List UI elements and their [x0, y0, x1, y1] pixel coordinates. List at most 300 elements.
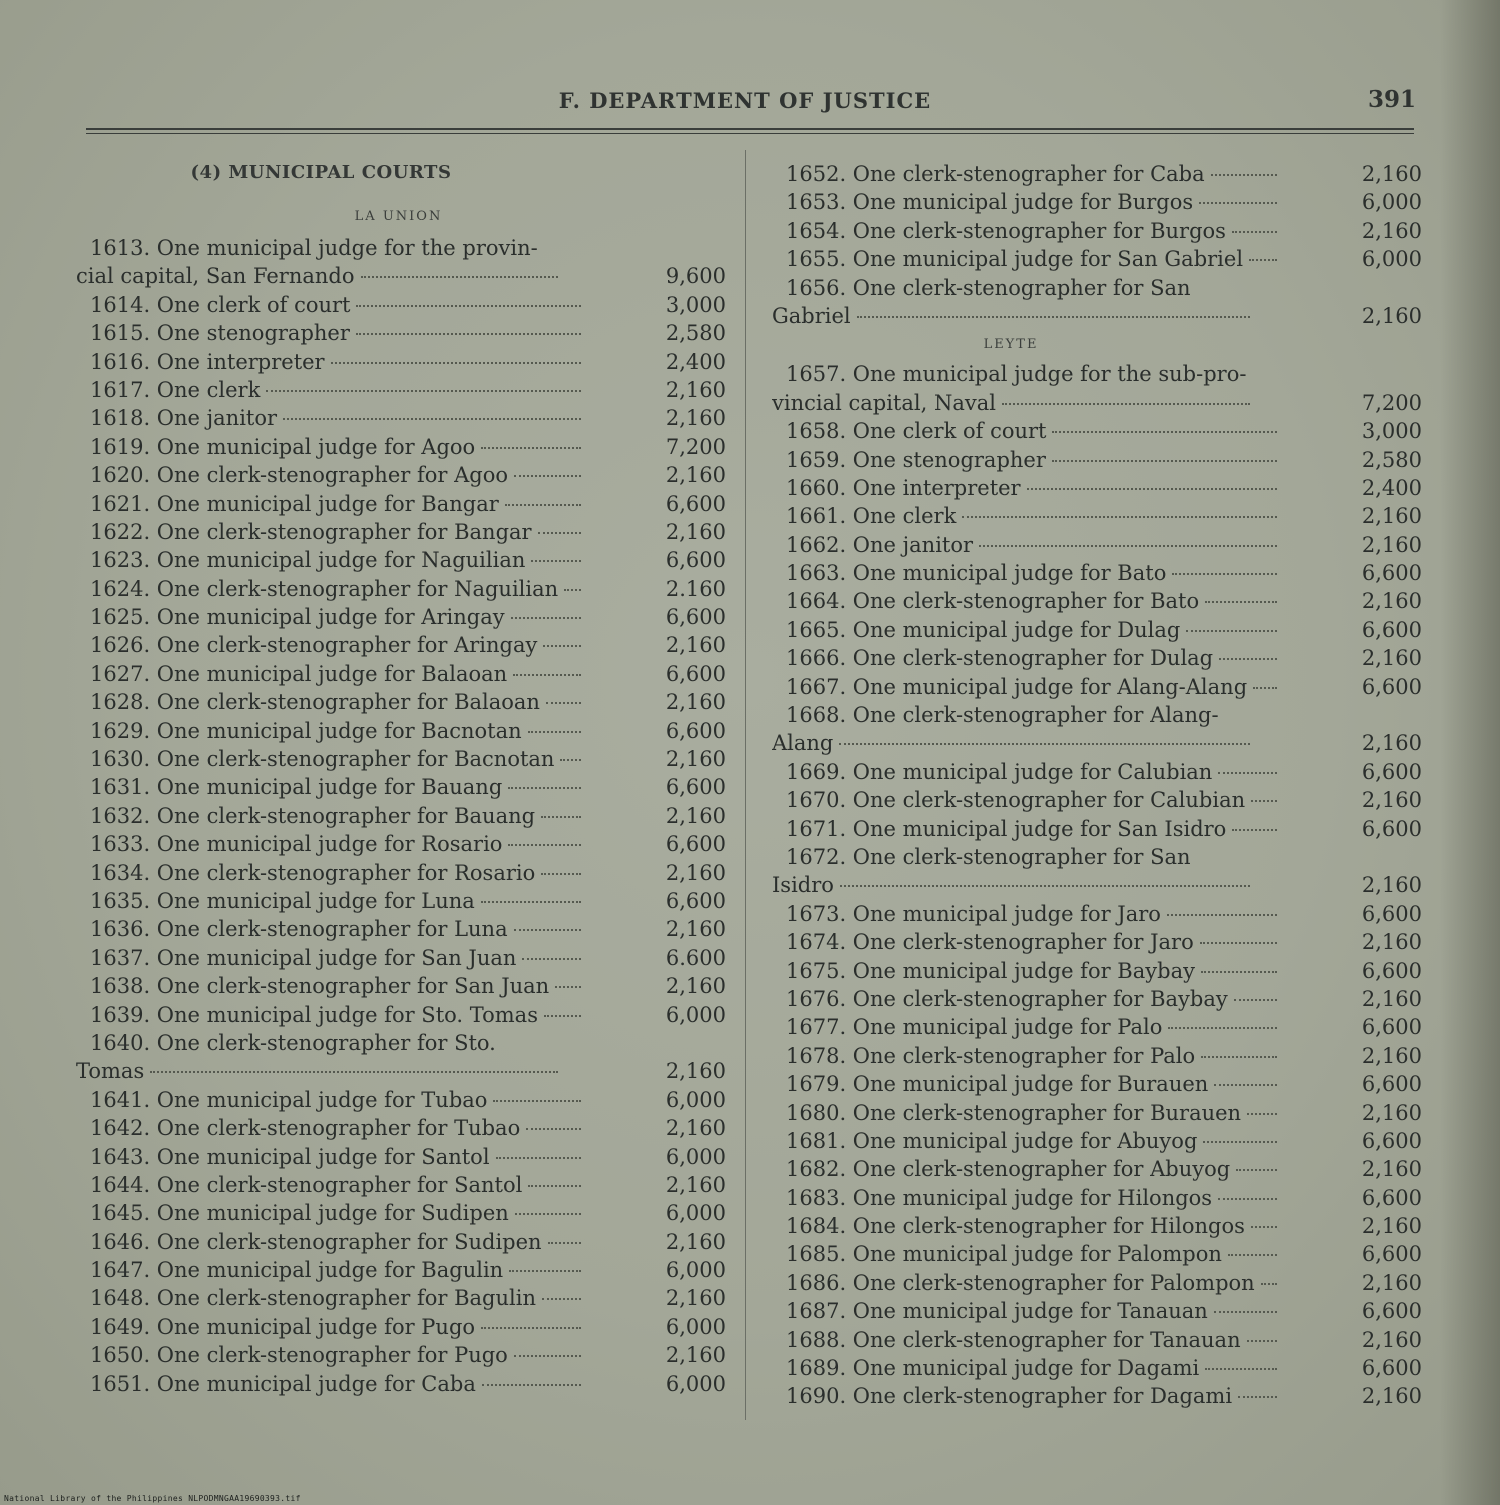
item-amount: 6,000: [665, 1314, 726, 1339]
item-row: [76, 1199, 726, 1227]
item-text: 1617. One clerk: [90, 377, 261, 402]
item-line: 1657. One municipal judge for the sub-pro-: [786, 362, 1247, 387]
item-row: [772, 389, 1422, 417]
leader-dots: [1201, 1055, 1277, 1058]
item-amount: 2,160: [665, 1286, 726, 1311]
item-row: [76, 660, 726, 688]
scan-source-note: National Library of the Philippines NLPODMNGAA19690393.tif: [4, 1494, 301, 1503]
leader-dots: [1247, 1339, 1277, 1342]
leader-dots: [514, 474, 581, 477]
item-row: [772, 1326, 1422, 1354]
item-text: 1649. One municipal judge for Pugo: [90, 1314, 476, 1339]
leader-dots: [528, 730, 581, 733]
leader-dots: [283, 417, 581, 420]
leader-dots: [1168, 1026, 1277, 1029]
leader-dots: [496, 1156, 581, 1159]
item-amount: 7,200: [1361, 390, 1422, 415]
item-row: [772, 644, 1422, 672]
item-text: 1680. One clerk-stenographer for Burauen: [786, 1100, 1242, 1125]
page-number: 391: [1367, 86, 1416, 113]
item-text: 1651. One municipal judge for Caba: [90, 1371, 476, 1396]
item-row: [76, 546, 726, 574]
item-row: [76, 404, 726, 432]
item-amount: 6,000: [665, 1087, 726, 1112]
item-text: 1671. One municipal judge for San Isidro: [786, 816, 1227, 841]
item-amount: 2,400: [1361, 475, 1422, 500]
leader-dots: [1205, 600, 1277, 603]
item-amount: 2,160: [665, 463, 726, 488]
leader-dots: [513, 673, 581, 676]
leader-dots: [1247, 1112, 1277, 1115]
item-text: 1625. One municipal judge for Aringay: [90, 605, 505, 630]
item-text: 1684. One clerk-stenographer for Hilongos: [786, 1214, 1245, 1239]
leader-dots: [1249, 258, 1277, 261]
item-text: 1675. One municipal judge for Baybay: [786, 958, 1195, 983]
item-text: 1647. One municipal judge for Bagulin: [90, 1258, 504, 1283]
item-amount: 2,160: [1361, 162, 1422, 186]
item-text: Gabriel: [772, 303, 851, 328]
item-row: [76, 688, 726, 716]
leader-dots: [538, 531, 581, 534]
item-row: [772, 786, 1422, 814]
leader-dots: [1251, 799, 1277, 802]
item-list: [772, 417, 1422, 701]
item-row: [76, 603, 726, 631]
item-text: 1664. One clerk-stenographer for Bato: [786, 589, 1200, 614]
item-row: [772, 1269, 1422, 1297]
item-amount: 7,200: [665, 434, 726, 459]
leader-dots: [979, 544, 1277, 547]
item-row: [76, 1370, 726, 1398]
item-amount: 6,600: [1361, 759, 1422, 784]
leader-dots: [481, 900, 581, 903]
leader-dots: [1211, 173, 1277, 176]
leader-dots: [505, 503, 581, 506]
leader-dots: [1002, 402, 1250, 405]
item-row: [76, 915, 726, 943]
item-row: [76, 717, 726, 745]
item-row: [772, 1184, 1422, 1212]
item-amount: 2,160: [1361, 589, 1422, 614]
item-amount: 6,600: [1361, 1356, 1422, 1381]
item-text: 1618. One janitor: [90, 406, 278, 431]
section-heading: (4) MUNICIPAL COURTS: [190, 162, 452, 183]
item-amount: 6,600: [1361, 1015, 1422, 1040]
item-row: [772, 1127, 1422, 1155]
item-row: [772, 559, 1422, 587]
leader-dots: [514, 928, 581, 931]
item-amount: 6,600: [1361, 674, 1422, 699]
province-heading-la-union: LA UNION: [354, 209, 443, 224]
leader-dots: [481, 1326, 581, 1329]
item-text: 1635. One municipal judge for Luna: [90, 888, 475, 913]
leader-dots: [1052, 459, 1277, 462]
item-row: [76, 376, 726, 404]
leader-dots: [1167, 913, 1277, 916]
leader-dots: [546, 701, 581, 704]
item-text: cial capital, San Fernando: [76, 264, 355, 289]
item-amount: 6,000: [665, 1002, 726, 1027]
leader-dots: [543, 644, 581, 647]
item-amount: 6,600: [665, 605, 726, 630]
item-row: [772, 900, 1422, 928]
item-text: Alang: [772, 731, 834, 756]
leader-dots: [1218, 1197, 1277, 1200]
item-row: [76, 518, 726, 546]
item-text: 1687. One municipal judge for Tanauan: [786, 1299, 1208, 1324]
page-edge-shadow: [1440, 0, 1500, 1505]
item-amount: 2,580: [1361, 447, 1422, 472]
item-amount: 6.600: [665, 945, 726, 970]
item-amount: 2,160: [665, 747, 726, 772]
item-text: 1632. One clerk-stenographer for Bauang: [90, 803, 536, 828]
item-row: [772, 245, 1422, 273]
item-row: [772, 502, 1422, 530]
item-amount: 2,160: [665, 377, 726, 402]
leader-dots: [560, 758, 581, 761]
item-text: 1643. One municipal judge for Santol: [90, 1144, 490, 1169]
item-row: [772, 302, 1422, 330]
item-line: 1668. One clerk-stenographer for Alang-: [786, 703, 1219, 728]
item-text: 1642. One clerk-stenographer for Tubao: [90, 1116, 521, 1141]
leader-dots: [857, 315, 1250, 318]
leader-dots: [1027, 487, 1277, 490]
header-rule-thin: [86, 133, 1414, 134]
item-text: 1626. One clerk-stenographer for Aringay: [90, 633, 538, 658]
item-amount: 6,000: [1361, 190, 1422, 215]
item-text: 1654. One clerk-stenographer for Burgos: [786, 218, 1226, 243]
item-text: vincial capital, Naval: [772, 390, 996, 415]
item-text: 1652. One clerk-stenographer for Caba: [786, 162, 1205, 186]
item-list: [772, 758, 1422, 843]
item-row: [76, 461, 726, 489]
item-text: 1648. One clerk-stenographer for Bagulin: [90, 1286, 536, 1311]
item-text: 1631. One municipal judge for Bauang: [90, 775, 503, 800]
leader-dots: [1214, 1083, 1277, 1086]
item-row: [76, 1228, 726, 1256]
leader-dots: [331, 361, 581, 364]
leader-dots: [1232, 230, 1277, 233]
item-text: 1639. One municipal judge for Sto. Tomas: [90, 1002, 538, 1027]
item-amount: 6,000: [665, 1371, 726, 1396]
column-divider: [745, 150, 746, 1420]
item-row: [76, 1256, 726, 1284]
item-amount: 2,160: [665, 1059, 726, 1084]
item-amount: 6,000: [1361, 247, 1422, 272]
item-text: 1658. One clerk of court: [786, 419, 1047, 444]
item-text: 1659. One stenographer: [786, 447, 1046, 472]
item-row: [772, 871, 1422, 899]
item-amount: 9,600: [665, 264, 726, 289]
item-text: 1619. One municipal judge for Agoo: [90, 434, 476, 459]
item-text: 1690. One clerk-stenographer for Dagami: [786, 1384, 1233, 1409]
item-text: 1646. One clerk-stenographer for Sudipen: [90, 1229, 542, 1254]
item-text: 1630. One clerk-stenographer for Bacnotan: [90, 747, 555, 772]
item-line: 1656. One clerk-stenographer for San: [786, 275, 1191, 300]
item-row: [772, 587, 1422, 615]
item-row: [76, 631, 726, 659]
item-text: 1662. One janitor: [786, 532, 974, 557]
item-row: [772, 1070, 1422, 1098]
item-amount: 6,600: [1361, 617, 1422, 642]
item-row: [772, 985, 1422, 1013]
leader-dots: [1234, 998, 1277, 1001]
item-text: 1683. One municipal judge for Hilongos: [786, 1185, 1213, 1210]
item-row: [76, 1114, 726, 1142]
item-text: 1637. One municipal judge for San Juan: [90, 945, 517, 970]
item-text: 1644. One clerk-stenographer for Santol: [90, 1172, 523, 1197]
page-header-title: F. DEPARTMENT OF JUSTICE: [558, 88, 932, 113]
item-amount: 2,160: [665, 1343, 726, 1368]
item-amount: 2,160: [1361, 1270, 1422, 1295]
item-amount: 2,160: [1361, 1214, 1422, 1239]
item-text: 1682. One clerk-stenographer for Abuyog: [786, 1157, 1231, 1182]
item-text: 1636. One clerk-stenographer for Luna: [90, 917, 508, 942]
leader-dots: [515, 1212, 581, 1215]
item-amount: 2,160: [1361, 1043, 1422, 1068]
item-amount: 6,000: [665, 1258, 726, 1283]
item-amount: 6,600: [665, 775, 726, 800]
leader-dots: [839, 742, 1250, 745]
leader-dots: [1214, 1310, 1277, 1313]
item-list: [772, 900, 1422, 1411]
item-row: [76, 1171, 726, 1199]
item-row: [76, 1143, 726, 1171]
item-amount: 6,600: [1361, 561, 1422, 586]
item-row: [772, 1297, 1422, 1325]
leader-dots: [840, 884, 1250, 887]
item-row: [76, 802, 726, 830]
item-text: 1665. One municipal judge for Dulag: [786, 617, 1181, 642]
leader-dots: [509, 1269, 581, 1272]
leader-dots: [508, 843, 581, 846]
item-text: 1677. One municipal judge for Palo: [786, 1015, 1163, 1040]
item-amount: 2,160: [665, 1116, 726, 1141]
item-row: [76, 859, 726, 887]
item-amount: 2,160: [665, 519, 726, 544]
item-row: [772, 673, 1422, 701]
item-row: [772, 160, 1422, 188]
item-text: 1681. One municipal judge for Abuyog: [786, 1128, 1198, 1153]
leader-dots: [1201, 970, 1277, 973]
item-text: 1689. One municipal judge for Dagami: [786, 1356, 1200, 1381]
item-row: [76, 1086, 726, 1114]
left-column: [76, 160, 726, 1398]
item-amount: 2,160: [1361, 303, 1422, 328]
item-row: [76, 575, 726, 603]
item-amount: 6,600: [665, 661, 726, 686]
item-text: 1620. One clerk-stenographer for Agoo: [90, 463, 508, 488]
item-amount: 2,160: [1361, 986, 1422, 1011]
item-row: [76, 887, 726, 915]
item-text: 1650. One clerk-stenographer for Pugo: [90, 1343, 508, 1368]
item-text: 1621. One municipal judge for Bangar: [90, 491, 499, 516]
leader-dots: [526, 1127, 581, 1130]
leader-dots: [541, 815, 581, 818]
item-row: [772, 1354, 1422, 1382]
item-row: [76, 291, 726, 319]
leader-dots: [1052, 430, 1277, 433]
item-amount: 2,160: [665, 974, 726, 999]
item-row: [772, 446, 1422, 474]
item-row: [772, 1099, 1422, 1127]
item-row: [76, 745, 726, 773]
leader-dots: [544, 1014, 581, 1017]
leader-dots: [1219, 657, 1277, 660]
item-amount: 6,600: [1361, 1185, 1422, 1210]
item-text: 1679. One municipal judge for Burauen: [786, 1072, 1209, 1097]
leader-dots: [266, 389, 581, 392]
leader-dots: [1232, 828, 1277, 831]
leader-dots: [356, 332, 581, 335]
leader-dots: [542, 1297, 581, 1300]
item-amount: 2,160: [665, 633, 726, 658]
item-text: 1623. One municipal judge for Naguilian: [90, 548, 526, 573]
item-row: [76, 944, 726, 972]
item-amount: 2,160: [665, 1229, 726, 1254]
leader-dots: [1253, 686, 1277, 689]
item-list: [772, 160, 1422, 274]
item-row: [772, 1013, 1422, 1041]
item-amount: 6,600: [1361, 901, 1422, 926]
item-amount: 2,160: [665, 860, 726, 885]
item-row: [76, 1001, 726, 1029]
leader-dots: [356, 304, 581, 307]
item-text: 1641. One municipal judge for Tubao: [90, 1087, 488, 1112]
item-text: 1634. One clerk-stenographer for Rosario: [90, 860, 536, 885]
item-row: [76, 319, 726, 347]
leader-dots: [1203, 1140, 1277, 1143]
leader-dots: [1261, 1282, 1277, 1285]
item-row: [76, 1057, 726, 1085]
item-row: [772, 815, 1422, 843]
right-column: [772, 160, 1422, 1411]
item-amount: 2,160: [1361, 218, 1422, 243]
item-amount: 2,160: [665, 1172, 726, 1197]
leader-dots: [528, 1184, 581, 1187]
item-list: [76, 1086, 726, 1398]
item-amount: 6,000: [665, 1144, 726, 1169]
item-text: 1633. One municipal judge for Rosario: [90, 832, 503, 857]
leader-dots: [962, 515, 1277, 518]
item-row: [772, 616, 1422, 644]
item-amount: 2,160: [665, 803, 726, 828]
item-amount: 2,160: [1361, 788, 1422, 813]
item-row: [772, 1382, 1422, 1410]
item-text: 1678. One clerk-stenographer for Palo: [786, 1043, 1196, 1068]
item-amount: 6,600: [1361, 1299, 1422, 1324]
leader-dots: [555, 985, 581, 988]
item-amount: 2,160: [1361, 1384, 1422, 1409]
item-row: [76, 1313, 726, 1341]
leader-dots: [493, 1099, 581, 1102]
item-text: 1661. One clerk: [786, 504, 957, 529]
item-row: [772, 217, 1422, 245]
item-row: [76, 773, 726, 801]
item-row: [772, 957, 1422, 985]
item-amount: 3,000: [665, 292, 726, 317]
item-amount: 2,160: [1361, 731, 1422, 756]
item-amount: 2,400: [665, 349, 726, 374]
item-row: [772, 1240, 1422, 1268]
item-row: [772, 758, 1422, 786]
item-text: 1645. One municipal judge for Sudipen: [90, 1201, 509, 1226]
item-amount: 2,580: [665, 321, 726, 346]
leader-dots: [1186, 629, 1277, 632]
item-line: 1640. One clerk-stenographer for Sto.: [90, 1030, 496, 1055]
item-row: [76, 262, 726, 290]
item-amount: 2,160: [1361, 930, 1422, 955]
item-amount: 2.160: [665, 576, 726, 601]
item-row: [76, 830, 726, 858]
item-text: 1660. One interpreter: [786, 475, 1021, 500]
item-row: [76, 1341, 726, 1369]
item-text: 1686. One clerk-stenographer for Palompon: [786, 1270, 1255, 1295]
leader-dots: [522, 957, 581, 960]
item-text: 1685. One municipal judge for Palompon: [786, 1242, 1222, 1267]
leader-dots: [511, 616, 581, 619]
item-text: 1663. One municipal judge for Bato: [786, 561, 1167, 586]
leader-dots: [150, 1070, 558, 1073]
item-text: 1676. One clerk-stenographer for Baybay: [786, 986, 1228, 1011]
item-row: [76, 490, 726, 518]
item-text: 1653. One municipal judge for Burgos: [786, 190, 1194, 215]
leader-dots: [361, 275, 558, 278]
item-text: 1638. One clerk-stenographer for San Juan: [90, 974, 550, 999]
item-text: 1615. One stenographer: [90, 321, 350, 346]
item-amount: 2,160: [1361, 1327, 1422, 1352]
item-amount: 6,600: [1361, 958, 1422, 983]
leader-dots: [1200, 941, 1277, 944]
leader-dots: [531, 559, 581, 562]
item-text: 1628. One clerk-stenographer for Balaoan: [90, 690, 540, 715]
item-text: 1674. One clerk-stenographer for Jaro: [786, 930, 1194, 955]
item-amount: 2,160: [1361, 532, 1422, 557]
item-text: 1622. One clerk-stenographer for Bangar: [90, 519, 532, 544]
leader-dots: [1251, 1225, 1277, 1228]
item-row: [772, 417, 1422, 445]
item-amount: 6,600: [665, 888, 726, 913]
item-amount: 6,600: [1361, 1128, 1422, 1153]
item-text: 1655. One municipal judge for San Gabriel: [786, 247, 1244, 272]
item-text: 1688. One clerk-stenographer for Tanauan: [786, 1327, 1241, 1352]
item-text: Tomas: [76, 1059, 145, 1084]
item-text: 1670. One clerk-stenographer for Calubian: [786, 788, 1246, 813]
item-text: 1666. One clerk-stenographer for Dulag: [786, 646, 1214, 671]
leader-dots: [541, 872, 581, 875]
leader-dots: [1199, 201, 1277, 204]
item-amount: 3,000: [1361, 419, 1422, 444]
item-amount: 6,600: [665, 832, 726, 857]
leader-dots: [1218, 771, 1277, 774]
leader-dots: [1172, 572, 1277, 575]
item-text: 1624. One clerk-stenographer for Naguilian: [90, 576, 559, 601]
item-row: [76, 348, 726, 376]
item-text: 1669. One municipal judge for Calubian: [786, 759, 1213, 784]
item-line: 1672. One clerk-stenographer for San: [786, 844, 1191, 869]
leader-dots: [508, 786, 581, 789]
item-text: 1627. One municipal judge for Balaoan: [90, 661, 508, 686]
item-row: [772, 729, 1422, 757]
leader-dots: [1238, 1395, 1277, 1398]
item-amount: 6,600: [665, 491, 726, 516]
item-amount: 2,160: [1361, 1100, 1422, 1125]
item-line: 1613. One municipal judge for the provin-: [90, 236, 538, 260]
item-amount: 6,600: [1361, 1072, 1422, 1097]
item-row: [76, 972, 726, 1000]
item-text: 1629. One municipal judge for Bacnotan: [90, 718, 522, 743]
item-row: [772, 1042, 1422, 1070]
